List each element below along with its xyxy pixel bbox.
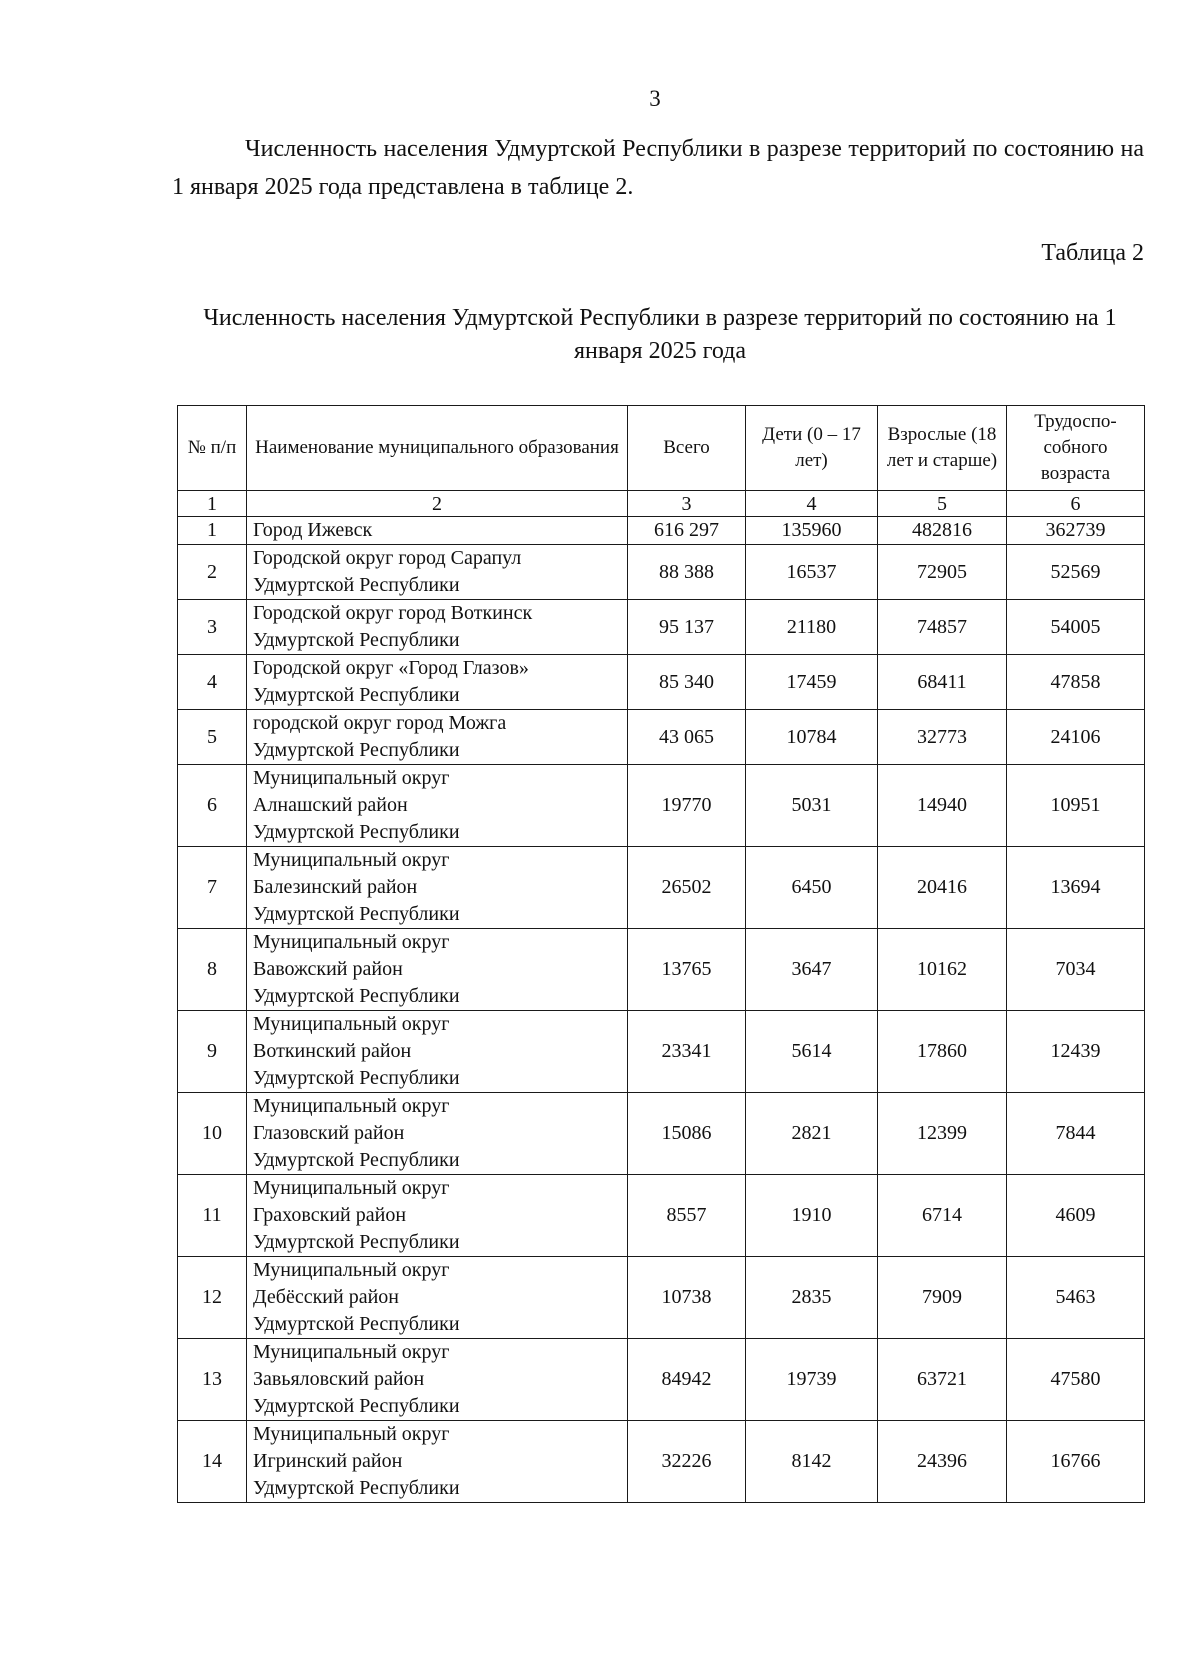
total-population: 19770 bbox=[628, 765, 746, 847]
table-row bbox=[178, 765, 1145, 847]
table-row bbox=[178, 600, 1145, 655]
adults-count: 72905 bbox=[878, 545, 1007, 600]
total-population: 10738 bbox=[628, 1257, 746, 1339]
header-children: Дети (0 – 17 лет) bbox=[746, 406, 878, 491]
row-number: 11 bbox=[178, 1175, 247, 1257]
adults-count: 6714 bbox=[878, 1175, 1007, 1257]
row-number: 1 bbox=[178, 517, 247, 545]
table-row bbox=[178, 847, 1145, 929]
children-count: 1910 bbox=[746, 1175, 878, 1257]
working-age-count: 5463 bbox=[1007, 1257, 1145, 1339]
adults-count: 12399 bbox=[878, 1093, 1007, 1175]
adults-count: 32773 bbox=[878, 710, 1007, 765]
adults-count: 7909 bbox=[878, 1257, 1007, 1339]
municipality-name: Муниципальный округ Глазовский район Удмуртской Республики bbox=[247, 1093, 628, 1175]
total-population: 95 137 bbox=[628, 600, 746, 655]
working-age-count: 12439 bbox=[1007, 1011, 1145, 1093]
table-row bbox=[178, 517, 1145, 545]
municipality-name: Городской округ город Воткинск Удмуртской Республики bbox=[247, 600, 628, 655]
total-population: 616 297 bbox=[628, 517, 746, 545]
municipality-name: Муниципальный округ Граховский район Удмуртской Республики bbox=[247, 1175, 628, 1257]
municipality-name: Муниципальный округ Дебёсский район Удмуртской Республики bbox=[247, 1257, 628, 1339]
population-table bbox=[177, 405, 1145, 1503]
total-population: 23341 bbox=[628, 1011, 746, 1093]
children-count: 17459 bbox=[746, 655, 878, 710]
working-age-count: 7034 bbox=[1007, 929, 1145, 1011]
row-number: 12 bbox=[178, 1257, 247, 1339]
total-population: 13765 bbox=[628, 929, 746, 1011]
adults-count: 482816 bbox=[878, 517, 1007, 545]
total-population: 32226 bbox=[628, 1421, 746, 1503]
header-municipality: Наименование муниципального образования bbox=[247, 406, 628, 491]
adults-count: 74857 bbox=[878, 600, 1007, 655]
row-number: 3 bbox=[178, 600, 247, 655]
total-population: 8557 bbox=[628, 1175, 746, 1257]
header-number: № п/п bbox=[178, 406, 247, 491]
working-age-count: 52569 bbox=[1007, 545, 1145, 600]
children-count: 135960 bbox=[746, 517, 878, 545]
table-row bbox=[178, 710, 1145, 765]
municipality-name: Муниципальный округ Балезинский район Удмуртской Республики bbox=[247, 847, 628, 929]
row-number: 10 bbox=[178, 1093, 247, 1175]
row-number: 4 bbox=[178, 655, 247, 710]
municipality-name: Муниципальный округ Алнашский район Удмуртской Республики bbox=[247, 765, 628, 847]
table-header-row bbox=[178, 406, 1145, 491]
children-count: 2835 bbox=[746, 1257, 878, 1339]
header-working-age: Трудоспо-собного возраста bbox=[1007, 406, 1145, 491]
working-age-count: 47580 bbox=[1007, 1339, 1145, 1421]
municipality-name: городской округ город Можга Удмуртской Республики bbox=[247, 710, 628, 765]
table-row bbox=[178, 1093, 1145, 1175]
children-count: 6450 bbox=[746, 847, 878, 929]
municipality-name: Муниципальный округ Завьяловский район Удмуртской Республики bbox=[247, 1339, 628, 1421]
working-age-count: 47858 bbox=[1007, 655, 1145, 710]
row-number: 13 bbox=[178, 1339, 247, 1421]
row-number: 6 bbox=[178, 765, 247, 847]
header-adults: Взрослые (18 лет и старше) bbox=[878, 406, 1007, 491]
adults-count: 14940 bbox=[878, 765, 1007, 847]
table-title: Численность населения Удмуртской Республики в разрезе территорий по состоянию на 1 января 2025 года bbox=[203, 305, 1117, 364]
row-number: 2 bbox=[178, 545, 247, 600]
children-count: 16537 bbox=[746, 545, 878, 600]
total-population: 26502 bbox=[628, 847, 746, 929]
table-row bbox=[178, 1175, 1145, 1257]
municipality-name: Городской округ «Город Глазов» Удмуртской Республики bbox=[247, 655, 628, 710]
table-row bbox=[178, 1339, 1145, 1421]
intro-paragraph: Численность населения Удмуртской Республики в разрезе территорий по состоянию на 1 января 2025 года представлена в таблице 2. bbox=[172, 136, 1144, 200]
column-number: 5 bbox=[878, 491, 1007, 517]
row-number: 8 bbox=[178, 929, 247, 1011]
adults-count: 63721 bbox=[878, 1339, 1007, 1421]
children-count: 5031 bbox=[746, 765, 878, 847]
table-row bbox=[178, 929, 1145, 1011]
adults-count: 68411 bbox=[878, 655, 1007, 710]
table-row bbox=[178, 545, 1145, 600]
column-number: 3 bbox=[628, 491, 746, 517]
table-row bbox=[178, 1257, 1145, 1339]
table-row bbox=[178, 655, 1145, 710]
table-row bbox=[178, 1011, 1145, 1093]
header-total: Всего bbox=[628, 406, 746, 491]
children-count: 5614 bbox=[746, 1011, 878, 1093]
municipality-name: Муниципальный округ Игринский район Удмуртской Республики bbox=[247, 1421, 628, 1503]
municipality-name: Муниципальный округ Вавожский район Удмуртской Республики bbox=[247, 929, 628, 1011]
working-age-count: 7844 bbox=[1007, 1093, 1145, 1175]
row-number: 14 bbox=[178, 1421, 247, 1503]
total-population: 15086 bbox=[628, 1093, 746, 1175]
total-population: 85 340 bbox=[628, 655, 746, 710]
page-number: 3 bbox=[649, 86, 661, 111]
total-population: 88 388 bbox=[628, 545, 746, 600]
row-number: 5 bbox=[178, 710, 247, 765]
column-number: 1 bbox=[178, 491, 247, 517]
children-count: 8142 bbox=[746, 1421, 878, 1503]
column-number-row bbox=[178, 491, 1145, 517]
table-row bbox=[178, 1421, 1145, 1503]
children-count: 3647 bbox=[746, 929, 878, 1011]
total-population: 43 065 bbox=[628, 710, 746, 765]
column-number: 2 bbox=[247, 491, 628, 517]
row-number: 7 bbox=[178, 847, 247, 929]
total-population: 84942 bbox=[628, 1339, 746, 1421]
column-number: 4 bbox=[746, 491, 878, 517]
working-age-count: 54005 bbox=[1007, 600, 1145, 655]
children-count: 2821 bbox=[746, 1093, 878, 1175]
adults-count: 24396 bbox=[878, 1421, 1007, 1503]
children-count: 19739 bbox=[746, 1339, 878, 1421]
working-age-count: 16766 bbox=[1007, 1421, 1145, 1503]
working-age-count: 4609 bbox=[1007, 1175, 1145, 1257]
adults-count: 20416 bbox=[878, 847, 1007, 929]
working-age-count: 13694 bbox=[1007, 847, 1145, 929]
children-count: 21180 bbox=[746, 600, 878, 655]
table-label: Таблица 2 bbox=[1041, 240, 1144, 266]
children-count: 10784 bbox=[746, 710, 878, 765]
row-number: 9 bbox=[178, 1011, 247, 1093]
working-age-count: 362739 bbox=[1007, 517, 1145, 545]
municipality-name: Муниципальный округ Воткинский район Удмуртской Республики bbox=[247, 1011, 628, 1093]
adults-count: 10162 bbox=[878, 929, 1007, 1011]
adults-count: 17860 bbox=[878, 1011, 1007, 1093]
working-age-count: 10951 bbox=[1007, 765, 1145, 847]
working-age-count: 24106 bbox=[1007, 710, 1145, 765]
municipality-name: Городской округ город Сарапул Удмуртской Республики bbox=[247, 545, 628, 600]
municipality-name: Город Ижевск bbox=[247, 517, 628, 545]
column-number: 6 bbox=[1007, 491, 1145, 517]
